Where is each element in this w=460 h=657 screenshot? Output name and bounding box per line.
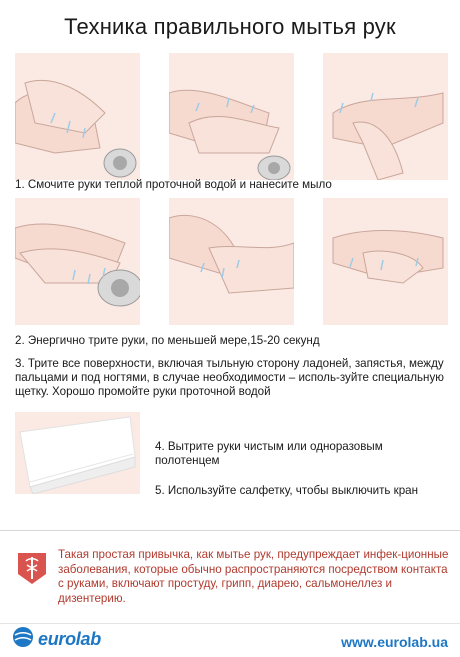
step-1-text: 1. Смочите руки теплой проточной водой и нанесите мыло [15,178,332,191]
illustration-napkins [15,412,140,494]
illustration-wet-hands [15,53,140,180]
globe-icon [12,626,34,653]
medical-caduceus-icon [15,550,49,586]
warning-text: Такая простая привычка, как мытье рук, предупреждает инфек-ционные заболевания, которые обычно распространяются посредством контакта с руками, включают простуду, грипп, диарею, сальмонеллез и дизентерию. [58,548,449,605]
illustration-rubbing-fingers [169,198,294,325]
step-2-text: 2. Энергично трите руки, по меньшей мере,15-20 секунд [15,334,320,347]
section-divider [0,530,460,531]
eurolab-logo[interactable] [12,626,101,652]
illustration-interlaced-fingers [323,198,448,325]
step-4-text: 4. Вытрите руки чистым или одноразовым полотенцем [155,440,383,467]
warning-block [15,548,447,618]
footer-divider [0,623,460,624]
step-3-text: 3. Трите все поверхности, включая тыльную сторону ладоней, запястья, между пальцами и под ногтями, в случае необходимости – исполь-зуйте специальную щетку. Хорошо промойте руки проточной водой [15,357,444,398]
logo-text: eurolab [38,628,101,649]
illustration-washing-wrist [323,53,448,180]
page-title: Техника правильного мытья рук [64,14,396,39]
illustration-rubbing-palms [169,53,294,180]
illustration-rinsing-over-drain [15,198,140,325]
step-5-text: 5. Используйте салфетку, чтобы выключить кран [155,484,419,497]
website-link[interactable]: www.eurolab.ua [341,634,448,650]
